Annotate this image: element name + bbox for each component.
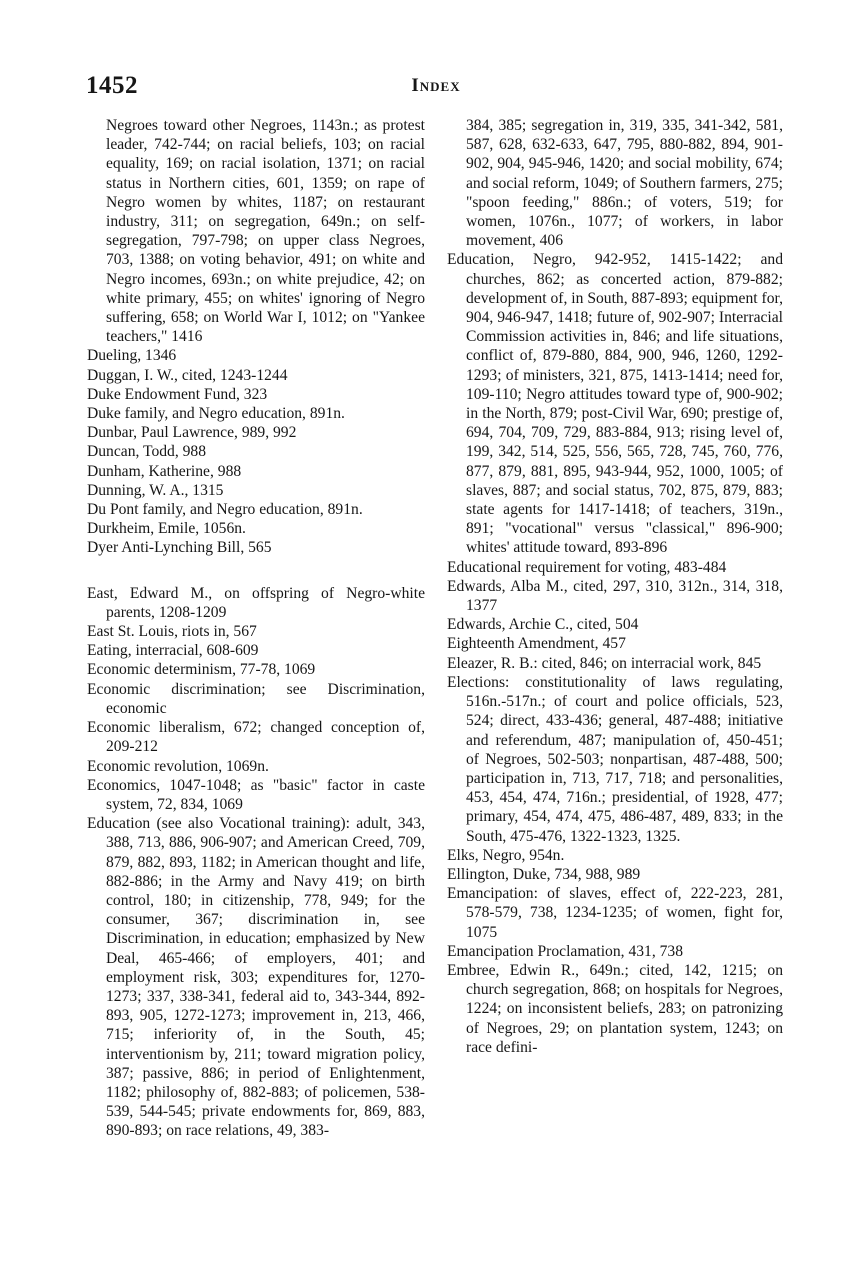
index-entry: Elks, Negro, 954n. (447, 846, 565, 864)
index-entry: Duncan, Todd, 988 (87, 443, 207, 461)
index-entry: Ellington, Duke, 734, 988, 989 (447, 865, 641, 883)
index-entry: East St. Louis, riots in, 567 (87, 623, 257, 641)
index-entry: Duggan, I. W., cited, 1243-1244 (87, 366, 288, 384)
index-entry: Educational requirement for voting, 483-484 (447, 558, 727, 576)
index-entry: Dueling, 1346 (87, 347, 177, 365)
index-entry: Economic determinism, 77-78, 1069 (87, 661, 316, 679)
index-entry: Economic revolution, 1069n. (87, 757, 269, 775)
index-entry: Eighteenth Amendment, 457 (447, 635, 626, 653)
page-header (86, 72, 786, 108)
index-entry: Duke family, and Negro education, 891n. (87, 405, 345, 423)
index-entry: Edwards, Archie C., cited, 504 (447, 616, 639, 634)
index-entry: Dyer Anti-Lynching Bill, 565 (87, 539, 272, 557)
page-number: 1452 (86, 72, 138, 99)
index-column-right (447, 116, 783, 1057)
index-entry: Economic liberalism, 672; changed conception of, 209-212 (87, 719, 425, 756)
index-entry: Eleazer, R. B.: cited, 846; on interracial work, 845 (447, 654, 762, 672)
index-entry: Education (see also Vocational training): adult, 343, 388, 713, 886, 906-907; and American Creed, 709, 879, 882, 893, 1182; in American thought and life, 882-886; in the Army and Navy 419; on birth control, 180; in citizenship, 778, 949; for the consumer, 367; discrimination in, see Discrimination, in education; emphasized by New Deal, 465-466; of employers, 401; and employment risk, 303; expenditures for, 1270-1273; 337, 338-341, federal aid to, 343-344, 892-893, 905, 1272-1273; improvement in, 213, 466, 715; inferiority of, in the South, 45; interventionism by, 211; toward migration policy, 387; passive, 886; in period of Enlightenment, 1182; philosophy of, 882-883; of policemen, 538-539, 544-545; private endowments for, 869, 883, 890-893; on race relations, 49, 383- (87, 815, 425, 1140)
index-entry: Emancipation Proclamation, 431, 738 (447, 942, 684, 960)
index-entry: Duke Endowment Fund, 323 (87, 385, 268, 403)
index-entry: Du Pont family, and Negro education, 891n. (87, 501, 363, 519)
index-entry: Dunham, Katherine, 988 (87, 462, 242, 480)
index-entry: Eating, interracial, 608-609 (87, 642, 259, 660)
index-entry: Durkheim, Emile, 1056n. (87, 520, 246, 538)
index-entry: Dunning, W. A., 1315 (87, 481, 224, 499)
index-entry: Economic discrimination; see Discrimination, economic (87, 680, 425, 717)
index-entry: Dunbar, Paul Lawrence, 989, 992 (87, 424, 297, 442)
index-entry: Embree, Edwin R., 649n.; cited, 142, 1215; on church segregation, 868; on hospitals for Negroes, 1224; on inconsistent beliefs, 283; on patronizing of Negroes, 29; on plantation system, 1243; on race defini- (447, 961, 783, 1056)
index-column-left (87, 116, 425, 1141)
index-entry: Economics, 1047-1048; as "basic" factor in caste system, 72, 834, 1069 (87, 776, 425, 813)
running-head: Index (411, 75, 461, 96)
index-entry: Elections: constitutionality of laws regulating, 516n.-517n.; of court and police officials, 523, 524; direct, 433-436; general, 487-488; initiative and referendum, 487; manipulation of, 450-451; of Negroes, 502-503; nonpartisan, 487-488, 500; participation in, 713, 717, 718; and personalities, 453, 454, 474, 716n.; presidential, of 1928, 477; primary, 454, 474, 475, 486-487, 489, 833; in the South, 475-476, 1322-1323, 1325. (447, 673, 783, 845)
index-entry: Edwards, Alba M., cited, 297, 310, 312n., 314, 318, 1377 (447, 577, 783, 615)
index-entry: Negroes toward other Negroes, 1143n.; as protest leader, 742-744; on racial beliefs, 103; on racial equality, 169; on racial isolation, 1371; on racial status in Northern cities, 601, 1359; on rape of Negro women by whites, 1187; on restaurant industry, 311; on segregation, 649n.; on self-segregation, 797-798; on upper class Negroes, 703, 1388; on voting behavior, 491; on white and Negro incomes, 693n.; on white prejudice, 42; on white primary, 455; on whites' ignoring of Negro suffering, 658; on World War I, 1012; on "Yankee teachers," 1416 (106, 117, 425, 346)
index-entry: 384, 385; segregation in, 319, 335, 341-342, 581, 587, 628, 632-633, 647, 795, 880-882, 894, 901-902, 904, 945-946, 1420; and social mobility, 674; and social reform, 1049; of Southern farmers, 275; "spoon feeding," 886n.; of voters, 519; for women, 1076n., 1077; of workers, in labor movement, 406 (466, 117, 783, 250)
index-entry: Emancipation: of slaves, effect of, 222-223, 281, 578-579, 738, 1234-1235; of women, fight for, 1075 (447, 885, 783, 941)
index-entry: Education, Negro, 942-952, 1415-1422; and churches, 862; as concerted action, 879-882; development of, in South, 887-893; equipment for, 904, 946-947, 1418; future of, 902-907; Interracial Commission activities in, 846; and life situations, conflict of, 879-880, 884, 900, 946, 1260, 1292-1293; of ministers, 321, 875, 1413-1414; need for, 109-110; Negro attitudes toward type of, 900-902; in the North, 879; post-Civil War, 690; prestige of, 694, 704, 709, 729, 883-884, 913; rising level of, 199, 342, 514, 525, 556, 565, 728, 745, 760, 776, 877, 879, 881, 895, 943-944, 952, 1000, 1005; of slaves, 887; and social status, 702, 875, 879, 883; state agents for 1417-1418; of teachers, 319n., 891; "vocational" versus "classical," 896-900; whites' attitude toward, 893-896 (447, 251, 783, 557)
letter-group-gap (87, 558, 425, 584)
index-entry: East, Edward M., on offspring of Negro-white parents, 1208-1209 (87, 584, 425, 621)
